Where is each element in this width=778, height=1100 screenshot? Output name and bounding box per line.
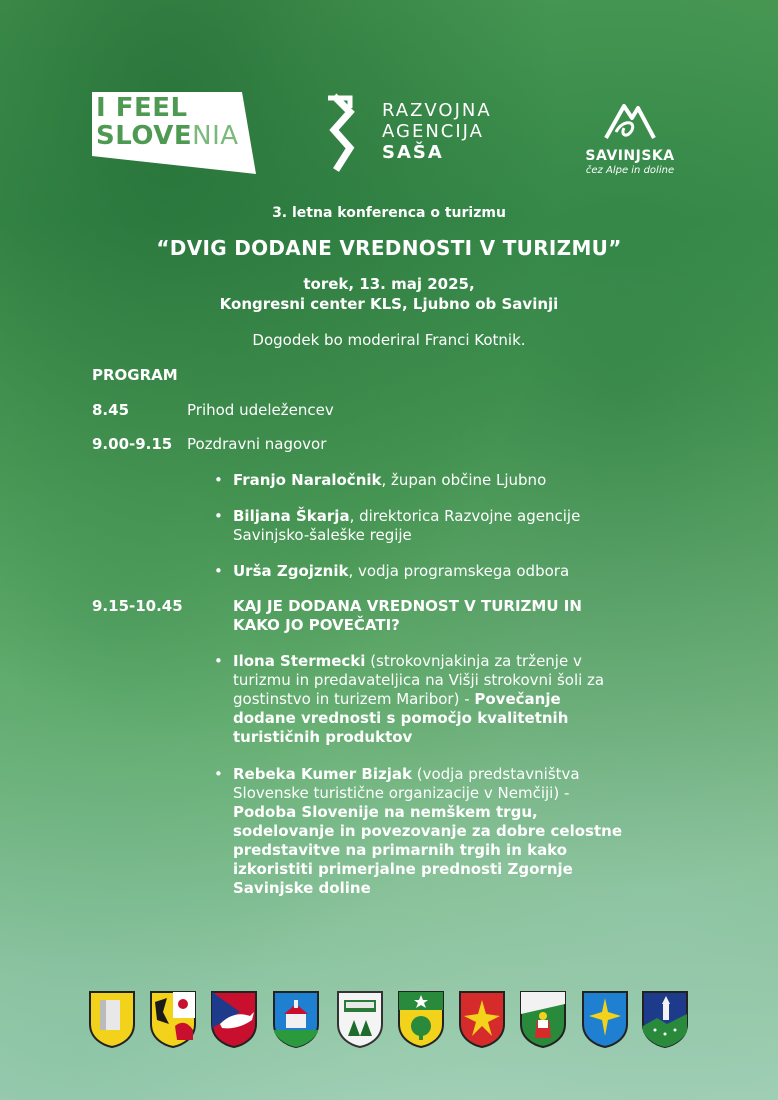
speaker-name: Rebeka Kumer Bizjak	[233, 765, 412, 783]
speaker-name: Biljana Škarja	[233, 507, 350, 525]
agency-line2: AGENCIJA	[382, 121, 484, 142]
conference-title: “DVIG DODANE VREDNOSTI V TURIZMU”	[156, 236, 622, 260]
logo-slove: SLOVE	[96, 121, 193, 151]
speaker-item	[233, 507, 580, 526]
bullet: •	[214, 652, 223, 670]
i-feel-slovenia-logo	[92, 92, 256, 176]
municipality-crest-1	[88, 990, 136, 1048]
savinjska-tagline: čez Alpe in doline	[585, 165, 675, 176]
logo-nia: NIA	[192, 121, 239, 151]
logo-line2	[96, 122, 239, 150]
bullet: •	[214, 562, 223, 580]
municipality-crest-9	[581, 990, 629, 1048]
speaker-desc-part: gostinstvo in turizem Maribor) -	[233, 690, 475, 708]
talk-topic: Povečanje	[474, 690, 561, 708]
speaker-desc: Slovenske turistične organizacije v Nemčiji) -	[233, 784, 570, 802]
logo-line1: I FEEL	[96, 93, 188, 123]
speaker-name: Franjo Naraločnik	[233, 471, 382, 489]
municipality-crest-8	[519, 990, 567, 1048]
slot1-text: Prihod udeležencev	[187, 401, 334, 419]
talk-topic: izkoristiti primerjalne prednosti Zgornje	[233, 860, 573, 878]
talk-topic: predstavitve na primarnih trgih in kako	[233, 841, 568, 859]
talk-topic: turističnih produktov	[233, 728, 413, 746]
municipality-crest-6	[397, 990, 445, 1048]
slot3-title-line1: KAJ JE DODANA VREDNOST V TURIZMU IN	[233, 597, 582, 615]
conference-venue: Kongresni center KLS, Ljubno ob Savinji	[219, 295, 559, 313]
municipality-crest-3	[210, 990, 258, 1048]
talk-topic: sodelovanje in povezovanje za dobre celostne	[233, 822, 623, 840]
savinjska-logo	[568, 92, 692, 182]
speaker-desc: turizmu in predavateljica na Višji strokovni šoli za	[233, 671, 605, 689]
speaker-name: Ilona Stermecki	[233, 652, 366, 670]
municipality-crest-2	[149, 990, 197, 1048]
program-heading: PROGRAM	[92, 366, 178, 384]
talk-topic: dodane vrednosti s pomočjo kvalitetnih	[233, 709, 569, 727]
talk-topic: Savinjske doline	[233, 879, 371, 897]
moderator-note: Dogodek bo moderiral Franci Kotnik.	[252, 331, 526, 349]
agency-line1: RAZVOJNA	[382, 100, 492, 121]
municipality-crest-10	[641, 990, 689, 1048]
speaker-item	[233, 652, 582, 671]
speaker-item	[233, 562, 569, 581]
razvojna-agencija-sasa-logo	[320, 90, 520, 180]
speaker-desc: (vodja predstavništva	[411, 765, 580, 783]
mountain-loop-icon	[602, 92, 658, 144]
agency-line3: SAŠA	[382, 142, 444, 163]
slot2-text: Pozdravni nagovor	[187, 435, 327, 453]
speaker-role-cont: Savinjsko-šaleške regije	[233, 526, 412, 544]
conference-subtitle: 3. letna konferenca o turizmu	[272, 205, 506, 221]
bullet: •	[214, 507, 223, 525]
speaker-desc	[233, 690, 561, 709]
municipality-crest-7	[458, 990, 506, 1048]
speaker-item	[233, 765, 580, 784]
conference-date: torek, 13. maj 2025,	[303, 275, 475, 293]
slot3-title-line2: KAKO JO POVEČATI?	[233, 616, 400, 634]
s-arrow-icon	[320, 90, 380, 180]
speaker-item	[233, 471, 546, 490]
bullet: •	[214, 471, 223, 489]
bullet: •	[214, 765, 223, 783]
speaker-name: Urša Zgojznik	[233, 562, 349, 580]
municipality-crest-4	[272, 990, 320, 1048]
slot3-time: 9.15-10.45	[92, 597, 183, 615]
municipality-crest-5	[336, 990, 384, 1048]
speaker-role: , direktorica Razvojne agencije	[349, 507, 581, 525]
speaker-role: , vodja programskega odbora	[348, 562, 570, 580]
slot1-time: 8.45	[92, 401, 130, 419]
speaker-desc: (strokovnjakinja za trženje v	[365, 652, 582, 670]
speaker-role: , župan občine Ljubno	[381, 471, 547, 489]
talk-topic: Podoba Slovenije na nemškem trgu,	[233, 803, 538, 821]
savinjska-name: SAVINJSKA	[585, 148, 675, 164]
slot2-time: 9.00-9.15	[92, 435, 173, 453]
